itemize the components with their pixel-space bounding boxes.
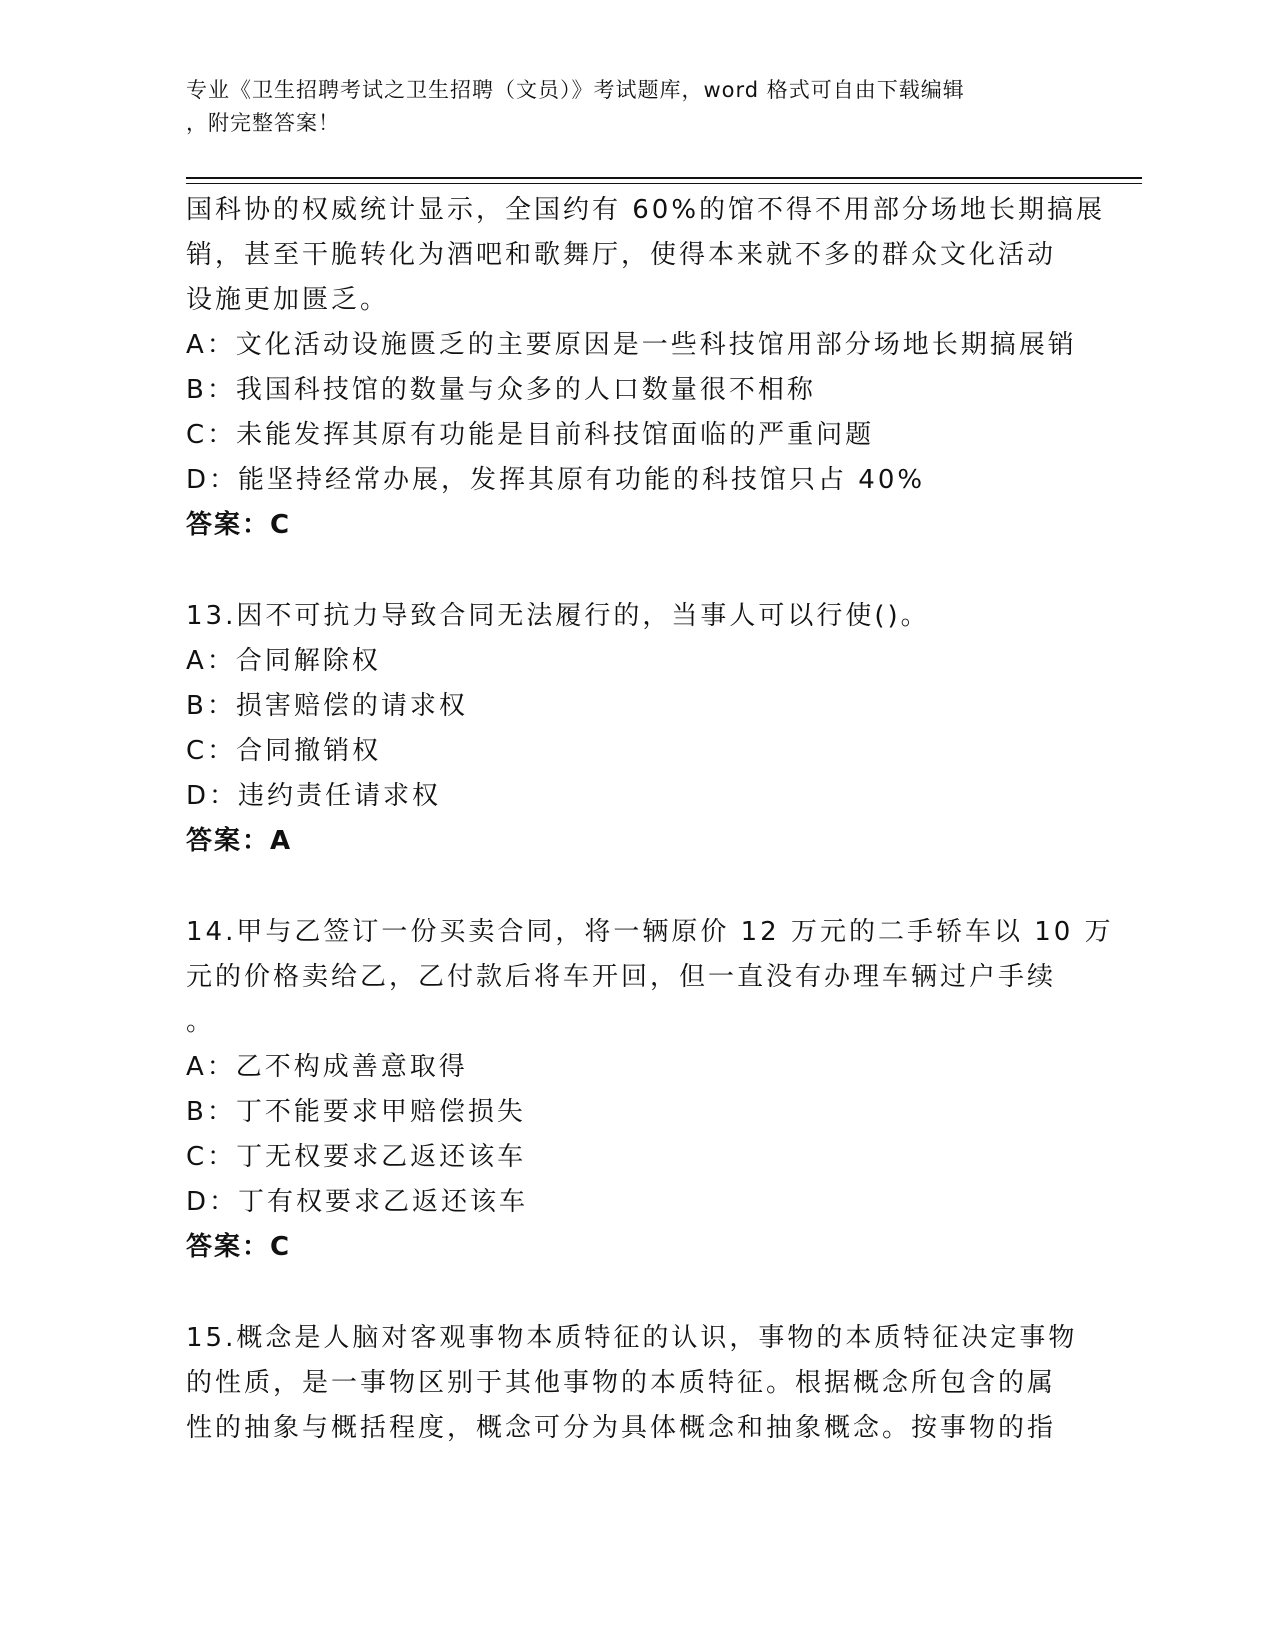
question-stem-line: 。: [186, 1007, 216, 1037]
option-d: D：能坚持经常办展，发挥其原有功能的科技馆只占 40%: [186, 465, 926, 495]
question-stem-line: 销，甚至干脆转化为酒吧和歌舞厅，使得本来就不多的群众文化活动: [186, 240, 1057, 270]
header-rule-thick: [186, 177, 1142, 179]
option-b: B：损害赔偿的请求权: [186, 691, 468, 721]
header-rule-thin: [186, 183, 1142, 184]
question-stem-line: 设施更加匮乏。: [186, 285, 390, 315]
question-stem-line: 性的抽象与概括程度，概念可分为具体概念和抽象概念。按事物的指: [186, 1413, 1057, 1443]
question-stem-line: 国科协的权威统计显示，全国约有 60%的馆不得不用部分场地长期搞展: [186, 195, 1106, 225]
question-content: [186, 188, 1114, 1451]
option-c: C：合同撤销权: [186, 736, 382, 766]
document-header: [186, 74, 1066, 140]
answer: 答案：C: [186, 1232, 292, 1262]
question-stem-line: 14.甲与乙签订一份买卖合同，将一辆原价 12 万元的二手轿车以 10 万: [186, 917, 1114, 947]
option-a: A：乙不构成善意取得: [186, 1052, 468, 1082]
spacer: [186, 864, 1086, 910]
answer: 答案：C: [186, 510, 292, 540]
spacer: [186, 1270, 1086, 1316]
option-c: C：丁无权要求乙返还该车: [186, 1142, 527, 1172]
question-14: [186, 910, 1114, 1270]
question-stem-line: 15.概念是人脑对客观事物本质特征的认识，事物的本质特征决定事物: [186, 1323, 1078, 1353]
option-b: B：丁不能要求甲赔偿损失: [186, 1097, 526, 1127]
header-line-2: ，附完整答案！: [186, 111, 340, 135]
answer: 答案：A: [186, 826, 293, 856]
question-stem-line: 13.因不可抗力导致合同无法履行的，当事人可以行使()。: [186, 601, 930, 631]
header-line-1: 专业《卫生招聘考试之卫生招聘（文员）》考试题库，word 格式可自由下载编辑: [186, 78, 965, 102]
question-12: [186, 188, 1106, 548]
spacer: [186, 548, 1086, 594]
option-a: A：文化活动设施匮乏的主要原因是一些科技馆用部分场地长期搞展销: [186, 330, 1077, 360]
question-stem-line: 元的价格卖给乙，乙付款后将车开回，但一直没有办理车辆过户手续: [186, 962, 1057, 992]
option-d: D：丁有权要求乙返还该车: [186, 1187, 529, 1217]
option-b: B：我国科技馆的数量与众多的人口数量很不相称: [186, 375, 816, 405]
question-13: [186, 594, 1086, 864]
option-d: D：违约责任请求权: [186, 781, 442, 811]
question-stem-line: 的性质，是一事物区别于其他事物的本质特征。根据概念所包含的属: [186, 1368, 1057, 1398]
option-a: A：合同解除权: [186, 646, 381, 676]
option-c: C：未能发挥其原有功能是目前科技馆面临的严重问题: [186, 420, 875, 450]
question-15: [186, 1316, 1086, 1451]
